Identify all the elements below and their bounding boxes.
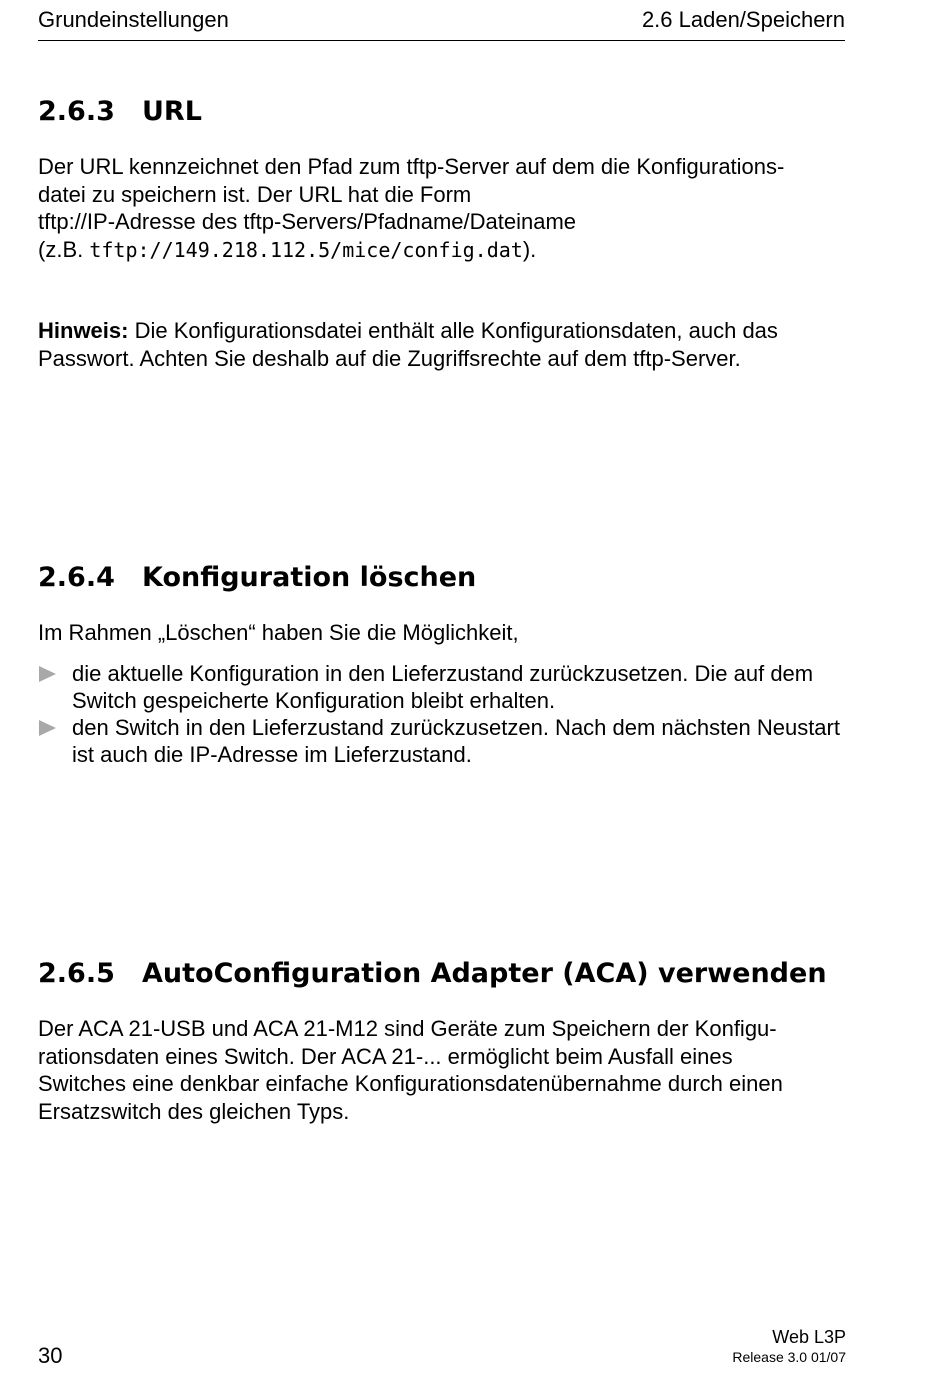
delete-options-list <box>38 660 850 768</box>
list-item <box>38 714 850 768</box>
text-line: Switches eine denkbar einfache Konfigurationsdatenübernahme durch einen <box>38 1071 783 1096</box>
product-name: Web L3P <box>772 1327 846 1347</box>
text-line: Der ACA 21-USB und ACA 21-M12 sind Geräte zum Speichern der Konfigu- <box>38 1016 777 1041</box>
url-example-line <box>38 236 850 265</box>
page-number: 30 <box>38 1343 63 1368</box>
url-paragraph <box>38 153 850 264</box>
list-item-text: den Switch in den Lieferzustand zurückzusetzen. Nach dem nächsten Neustart ist auch die IP-Adresse im Lieferzustand. <box>72 715 840 767</box>
delete-intro <box>38 619 850 647</box>
release-info: Release 3.0 01/07 <box>732 1349 846 1365</box>
section-title: URL <box>142 96 202 127</box>
aca-paragraph <box>38 1015 850 1125</box>
section-title: AutoConfiguration Adapter (ACA) verwenden <box>142 958 827 989</box>
text-line: datei zu speichern ist. Der URL hat die Form <box>38 181 472 207</box>
page-header <box>38 6 845 41</box>
text-line: rationsdaten eines Switch. Der ACA 21-... ermöglicht beim Ausfall eines <box>38 1043 733 1069</box>
list-item <box>38 660 850 714</box>
section-heading-delete <box>38 562 476 593</box>
header-section-title: 2.6 Laden/Speichern <box>641 7 845 32</box>
list-item-text: die aktuelle Konfiguration in den Lieferzustand zurückzusetzen. Die auf dem Switch gespeicherte Konfiguration bleibt erhalten. <box>72 661 814 713</box>
example-prefix: (z.B. <box>38 236 90 262</box>
intro-text: Im Rahmen „Löschen“ haben Sie die Möglichkeit, <box>38 620 519 645</box>
bullet-triangle-icon <box>39 720 56 736</box>
note-text: Die Konfigurationsdatei enthält alle Konfigurationsdaten, auch das Passwort. Achten Sie deshalb auf die Zugriffsrechte auf dem tftp-Server. <box>38 318 778 371</box>
bullet-triangle-icon <box>39 666 56 682</box>
note-paragraph <box>38 317 850 372</box>
text-line: Ersatzswitch des gleichen Typs. <box>38 1098 350 1124</box>
text-line: Der URL kennzeichnet den Pfad zum tftp-Server auf dem die Konfigurations- <box>38 154 785 179</box>
example-suffix: ). <box>522 236 537 262</box>
section-heading-url <box>38 96 202 127</box>
section-number: 2.6.3 <box>38 96 115 127</box>
example-url-code: tftp://149.218.112.5/mice/config.dat <box>89 237 523 262</box>
section-title: Konfiguration löschen <box>142 562 477 593</box>
note-label: Hinweis: <box>38 318 129 343</box>
section-heading-aca <box>38 958 827 989</box>
header-chapter-title: Grundeinstellungen <box>38 7 229 32</box>
text-line: tftp://IP-Adresse des tftp-Servers/Pfadname/Dateiname <box>38 209 577 234</box>
section-number: 2.6.4 <box>38 562 115 593</box>
section-number: 2.6.5 <box>38 958 115 989</box>
footer-product-info <box>732 1326 846 1366</box>
